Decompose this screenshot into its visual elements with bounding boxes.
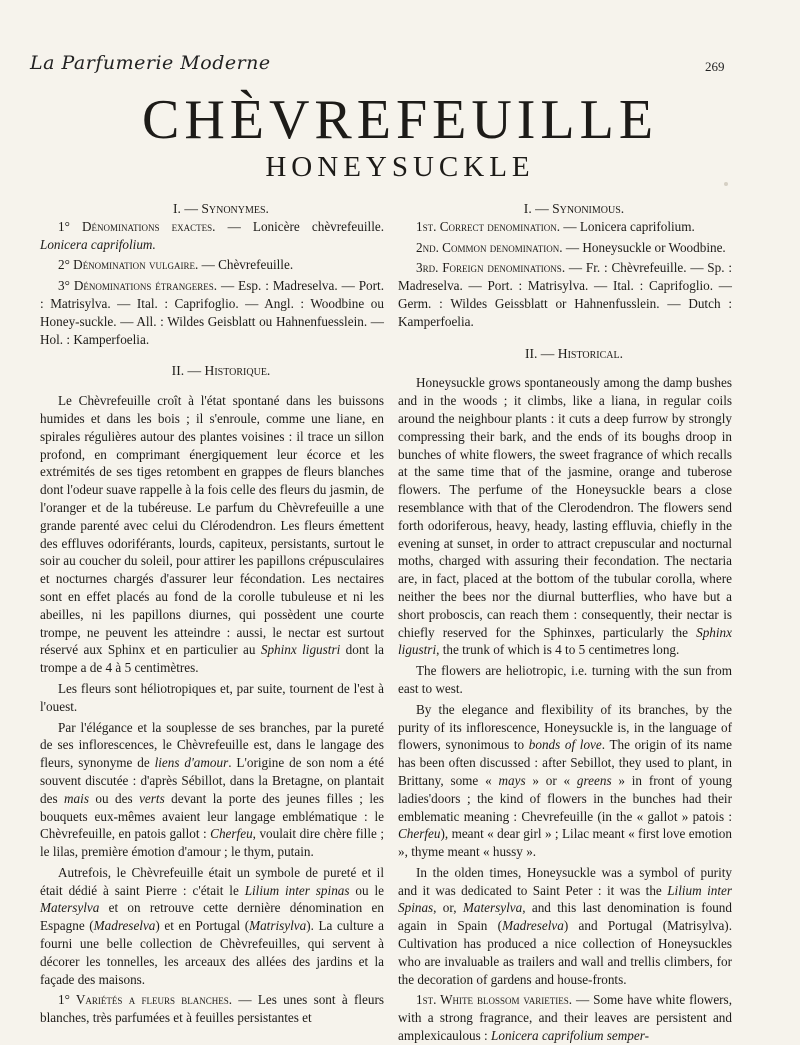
text: devant la porte des jeunes filles ; les bouquets eux-mêmes avaient leur langage emblématique : le Chèvrefeuille, en patois gallot :	[40, 790, 384, 842]
latin-name: Sphinx ligustri	[260, 642, 341, 658]
paragraph	[398, 701, 732, 861]
italic-term: Madreselva	[502, 918, 564, 934]
paragraph	[398, 259, 732, 330]
text: , and this last denomination is found again in Spain (	[398, 900, 732, 934]
english-column	[398, 200, 732, 1045]
paragraph	[398, 374, 732, 659]
page-number: 269	[705, 59, 725, 74]
section-heading-historique: II. — Historique.	[171, 363, 271, 379]
paragraph	[40, 218, 384, 254]
term-label: 1st. White blossom varieties.	[416, 992, 573, 1008]
text: ou le	[349, 882, 384, 898]
text: — Fr. : Chèvrefeuille. — Sp. : Madreselva. — Port. : Matrisylva. — Ital. : Caprifoglio. — Germ. : Wildes Geissblatt or Hahnenfusslein. — Dutch : Kamperfoelia.	[398, 260, 732, 329]
section-heading-historical: II. — Historical.	[524, 345, 624, 361]
latin-name: Sphinx ligustri	[398, 624, 732, 658]
latin-name: Lonicera caprifolium.	[40, 236, 156, 252]
text: , the trunk of which is 4 to 5 centimetres long.	[436, 642, 680, 658]
section-heading-synonimous: I. — Synonimous.	[523, 201, 625, 216]
paragraph	[40, 991, 384, 1027]
italic-term: mays	[498, 772, 526, 788]
text: , or,	[433, 900, 463, 916]
term-label: 3rd. Foreign denominations.	[416, 260, 566, 276]
text: dont la trompe a de 4 à 5 centimètres.	[40, 642, 384, 676]
text: Autrefois, le Chèvrefeuille était un symbole de pureté et il était dédié à saint Pierre : c'était le	[40, 864, 384, 898]
italic-term: Matersylva	[40, 900, 100, 916]
article-subtitle: HONEYSUCKLE	[265, 151, 535, 183]
text: — Les unes sont à fleurs blanches, très parfumées et à feuilles persistantes et	[40, 992, 385, 1026]
text: , voulait dire chère fille ; le lilas, première émotion d'amour ; le thym, putain.	[40, 826, 384, 860]
term-label: 2° Dénomination vulgaire.	[58, 257, 199, 273]
italic-term: liens d'amour	[154, 755, 229, 771]
italic-term: greens	[576, 772, 612, 788]
italic-term: Madreselva	[93, 918, 156, 934]
text: ) et en Portugal (	[155, 918, 250, 934]
term-label: 1st. Correct denomination.	[416, 218, 561, 234]
paragraph	[40, 392, 384, 677]
italic-term: Matrisylva	[249, 918, 307, 934]
italic-term: verts	[139, 790, 165, 806]
italic-term: Lilium inter spinas	[244, 882, 350, 898]
paragraph	[398, 864, 732, 989]
paragraph	[40, 256, 384, 274]
section-heading-synonymes: I. — Synonymes.	[173, 201, 269, 216]
italic-term: Cherfeu	[210, 826, 253, 842]
paragraph: The flowers are heliotropic, i.e. turning with the sun from east to west.	[398, 663, 732, 696]
text: In the olden times, Honeysuckle was a symbol of purity and it was dedicated to Saint Peter : it was the	[398, 864, 732, 898]
text: . L'origine de son nom a été souvent discutée : d'après Sébillot, dans la Bretagne, on plantait des	[40, 755, 384, 806]
text: » in front of young ladies'doors ; the kind of flowers in the bunches had their emblematic meaning : Chevrefeuille (in the « gallot » patois :	[398, 772, 732, 824]
paragraph	[398, 239, 732, 257]
text: Honeysuckle grows spontaneously among the damp bushes and in the woods ; it climbs, like a liana, in regular coils around the neighbour plants : it cuts a deep furrow by strongly compressing their bark, and the ends of its boughs droop in bunches of white flowers, the sweet fragrance of which recalls at the same time that of the jasmine, orange and tuberose flowers. The perfume of the Honeysuckle bears a close resemblance with that of the Clerodendron. The flowers send forth odoriferous, heavy, heady, lasting effluvia, chiefly in the evening at sunset, in order to attract crepuscular and nocturnal moths, charged with assuring their fecondation. The nectaria are, in fact, placed at the bottom of the tubular corolla, where neither the bees nor the diurnal butterflies, who have but a short proboscis, can reach them : consequently, their nectar is chiefly reserved for the Sphinxes, particularly the	[398, 375, 732, 640]
text: ). La culture a fourni une belle collection de Chèvrefeuilles, qui servent à décorer les tonnelles, les arceaux des allées des jardins et la façade des maisons.	[40, 918, 384, 987]
term-label: 1° Variétés a fleurs blanches.	[58, 992, 233, 1008]
text: ), meant « dear girl » ; Lilac meant « first love emotion », thyme meant « hussy ».	[398, 826, 732, 860]
term-label: 1° Dénominations exactes.	[58, 218, 216, 234]
paragraph	[398, 991, 732, 1044]
italic-term: Cherfeu	[398, 826, 441, 842]
article-title: CHÈVREFEUILLE	[141, 89, 659, 151]
text: — Honeysuckle or Woodbine.	[562, 239, 726, 255]
paragraph	[40, 719, 384, 861]
paragraph: Les fleurs sont héliotropiques et, par suite, tournent de l'est à l'ouest.	[40, 680, 384, 714]
paragraph	[40, 277, 384, 348]
latin-name: Lonicera caprifolium semper-	[491, 1028, 649, 1044]
text: — Lonicera caprifolium.	[560, 218, 695, 234]
text: — Lonicère chèvrefeuille.	[215, 218, 385, 234]
text: Par l'élégance et la souplesse de ses branches, par la pureté de ses inflorescences, le Chèvrefeuille est, dans le langage des fleurs, synonyme de	[40, 719, 384, 771]
text: . The origin of its name has been often discussed : after Sebillot, they used to plant, in Brittany, some «	[398, 737, 732, 788]
italic-term: bonds of love	[528, 737, 602, 753]
text: Le Chèvrefeuille croît à l'état spontané dans les buissons humides et dans les bois ; il s'enroule, comme une liane, en spirales régulières autour des plantes voisines : il trace un sillon profond, en comprimant énergiquement leur écorce et les extrémités de ses tiges retombent en grappes de fleurs blanches dont l'odeur suave rappelle à la fois celle des fleurs du jasmin, de l'oranger et de la tubéreuse. Le parfum du Chèvrefeuille a une grande parenté avec celui du Clérodendron. Les fleurs émettent des effluves odoriférants, lourds, capiteux, persistants, surtout le soir au coucher du soleil, pour attirer les papillons crépusculaires et nocturnes chargés d'assurer leur fécondation. Les nectaires sont en effet placés au fond de la corolle tubuleuse et ni les abeilles, ni les papillons diurnes, qui possèdent une courte trompe, ne peuvent les atteindre : aussi, le nectar est surtout réservé aux Sphinx et en particulier au	[40, 393, 384, 658]
french-column	[40, 200, 384, 1027]
text: ou des	[88, 790, 140, 806]
paper-speck	[724, 182, 728, 186]
text: ) and Portugal (Matrisylva). Cultivation has produced a nice collection of Honeysuckles who are invaluable as trailers and wall and trellis climbers, for the decoration of gardens and house-fronts.	[398, 918, 732, 987]
text: — Chèvrefeuille.	[198, 257, 294, 273]
term-label: 2nd. Common denomination.	[416, 239, 563, 255]
italic-term: Lilium inter Spinas	[398, 882, 732, 916]
text: et on retrouve cette dernière dénomination en Espagne (	[40, 900, 384, 934]
paragraph	[40, 864, 384, 989]
italic-term: Matersylva	[462, 900, 523, 916]
journal-masthead: La Parfumerie Moderne	[30, 52, 271, 74]
text: — Some have white flowers, with a strong fragrance, and their leaves are persistent and amplexicaulous :	[398, 992, 732, 1044]
text: — Esp. : Madreselva. — Port. : Matrisylva. — Ital. : Caprifoglio. — Angl. : Woodbine ou Honey-suckle. — All. : Wildes Geisblatt ou Hahnenfuesslein. — Hol. : Kamperfoelia.	[40, 278, 384, 347]
text: By the elegance and flexibility of its branches, by the purity of its inflorescence, Honeysuckle is, in the language of flowers, synonimous to	[398, 701, 732, 753]
paragraph	[398, 218, 732, 236]
text: » or «	[525, 772, 577, 788]
term-label: 3° Dénominations étrangeres.	[58, 278, 218, 294]
italic-term: mais	[64, 790, 89, 806]
